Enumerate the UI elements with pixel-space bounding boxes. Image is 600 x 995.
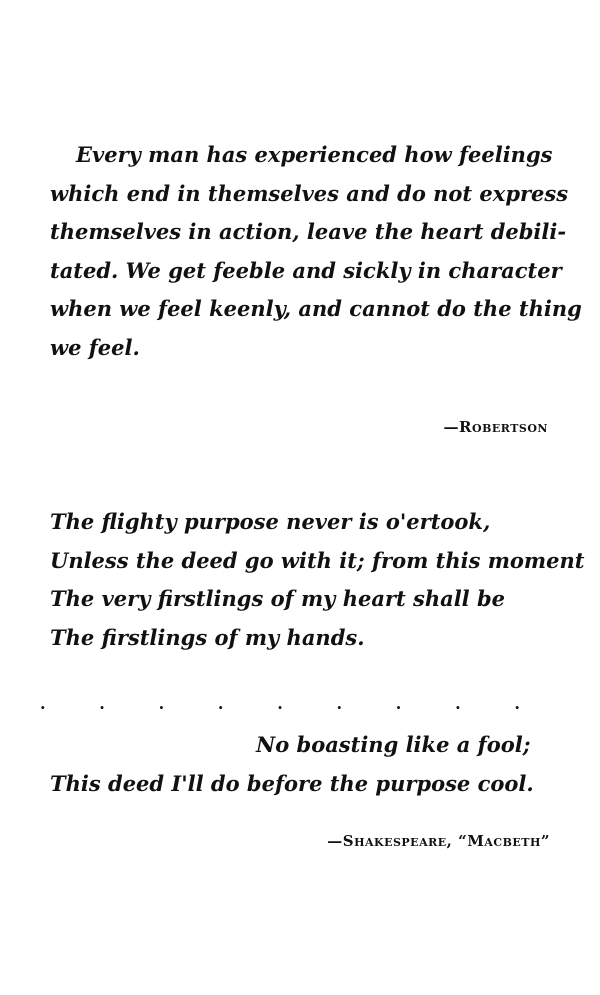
ellipsis-dot: . <box>158 694 165 713</box>
quote-line: Every man has experienced how feelings <box>76 142 553 167</box>
ellipsis-row <box>40 694 520 713</box>
ellipsis-dot: . <box>217 694 224 713</box>
ellipsis-dot: . <box>40 694 46 713</box>
ellipsis-dot: . <box>395 694 402 713</box>
quote-line: which end in themselves and do not express <box>50 180 569 206</box>
ellipsis-dot: . <box>514 694 520 713</box>
quote-line: themselves in action, leave the heart debili- <box>50 219 567 244</box>
verse-line: This deed I'll do before the purpose cool. <box>50 770 534 796</box>
ellipsis-dot: . <box>99 694 105 713</box>
ellipsis-dot: . <box>455 694 461 713</box>
ellipsis-dot: . <box>277 694 283 713</box>
verse-line: No boasting like a fool; <box>256 732 531 757</box>
robertson-attribution: —Robertson <box>443 418 548 436</box>
verse-line: Unless the deed go with it; from this moment <box>50 547 585 573</box>
quote-line: when we feel keenly, and cannot do the thing <box>50 296 582 321</box>
verse-line: The flighty purpose never is o'ertook, <box>50 509 491 534</box>
verse-line: The firstlings of my hands. <box>50 624 365 650</box>
quote-line: we feel. <box>50 334 140 360</box>
verse-line: The very firstlings of my heart shall be <box>50 586 506 611</box>
macbeth-closing-verse <box>50 726 550 803</box>
shakespeare-attribution: —Shakespeare, “Macbeth” <box>327 832 550 850</box>
robertson-quote <box>50 136 582 367</box>
macbeth-verse <box>50 503 585 657</box>
quote-line: tated. We get feeble and sickly in character <box>50 257 562 283</box>
ellipsis-dot: . <box>336 694 343 713</box>
